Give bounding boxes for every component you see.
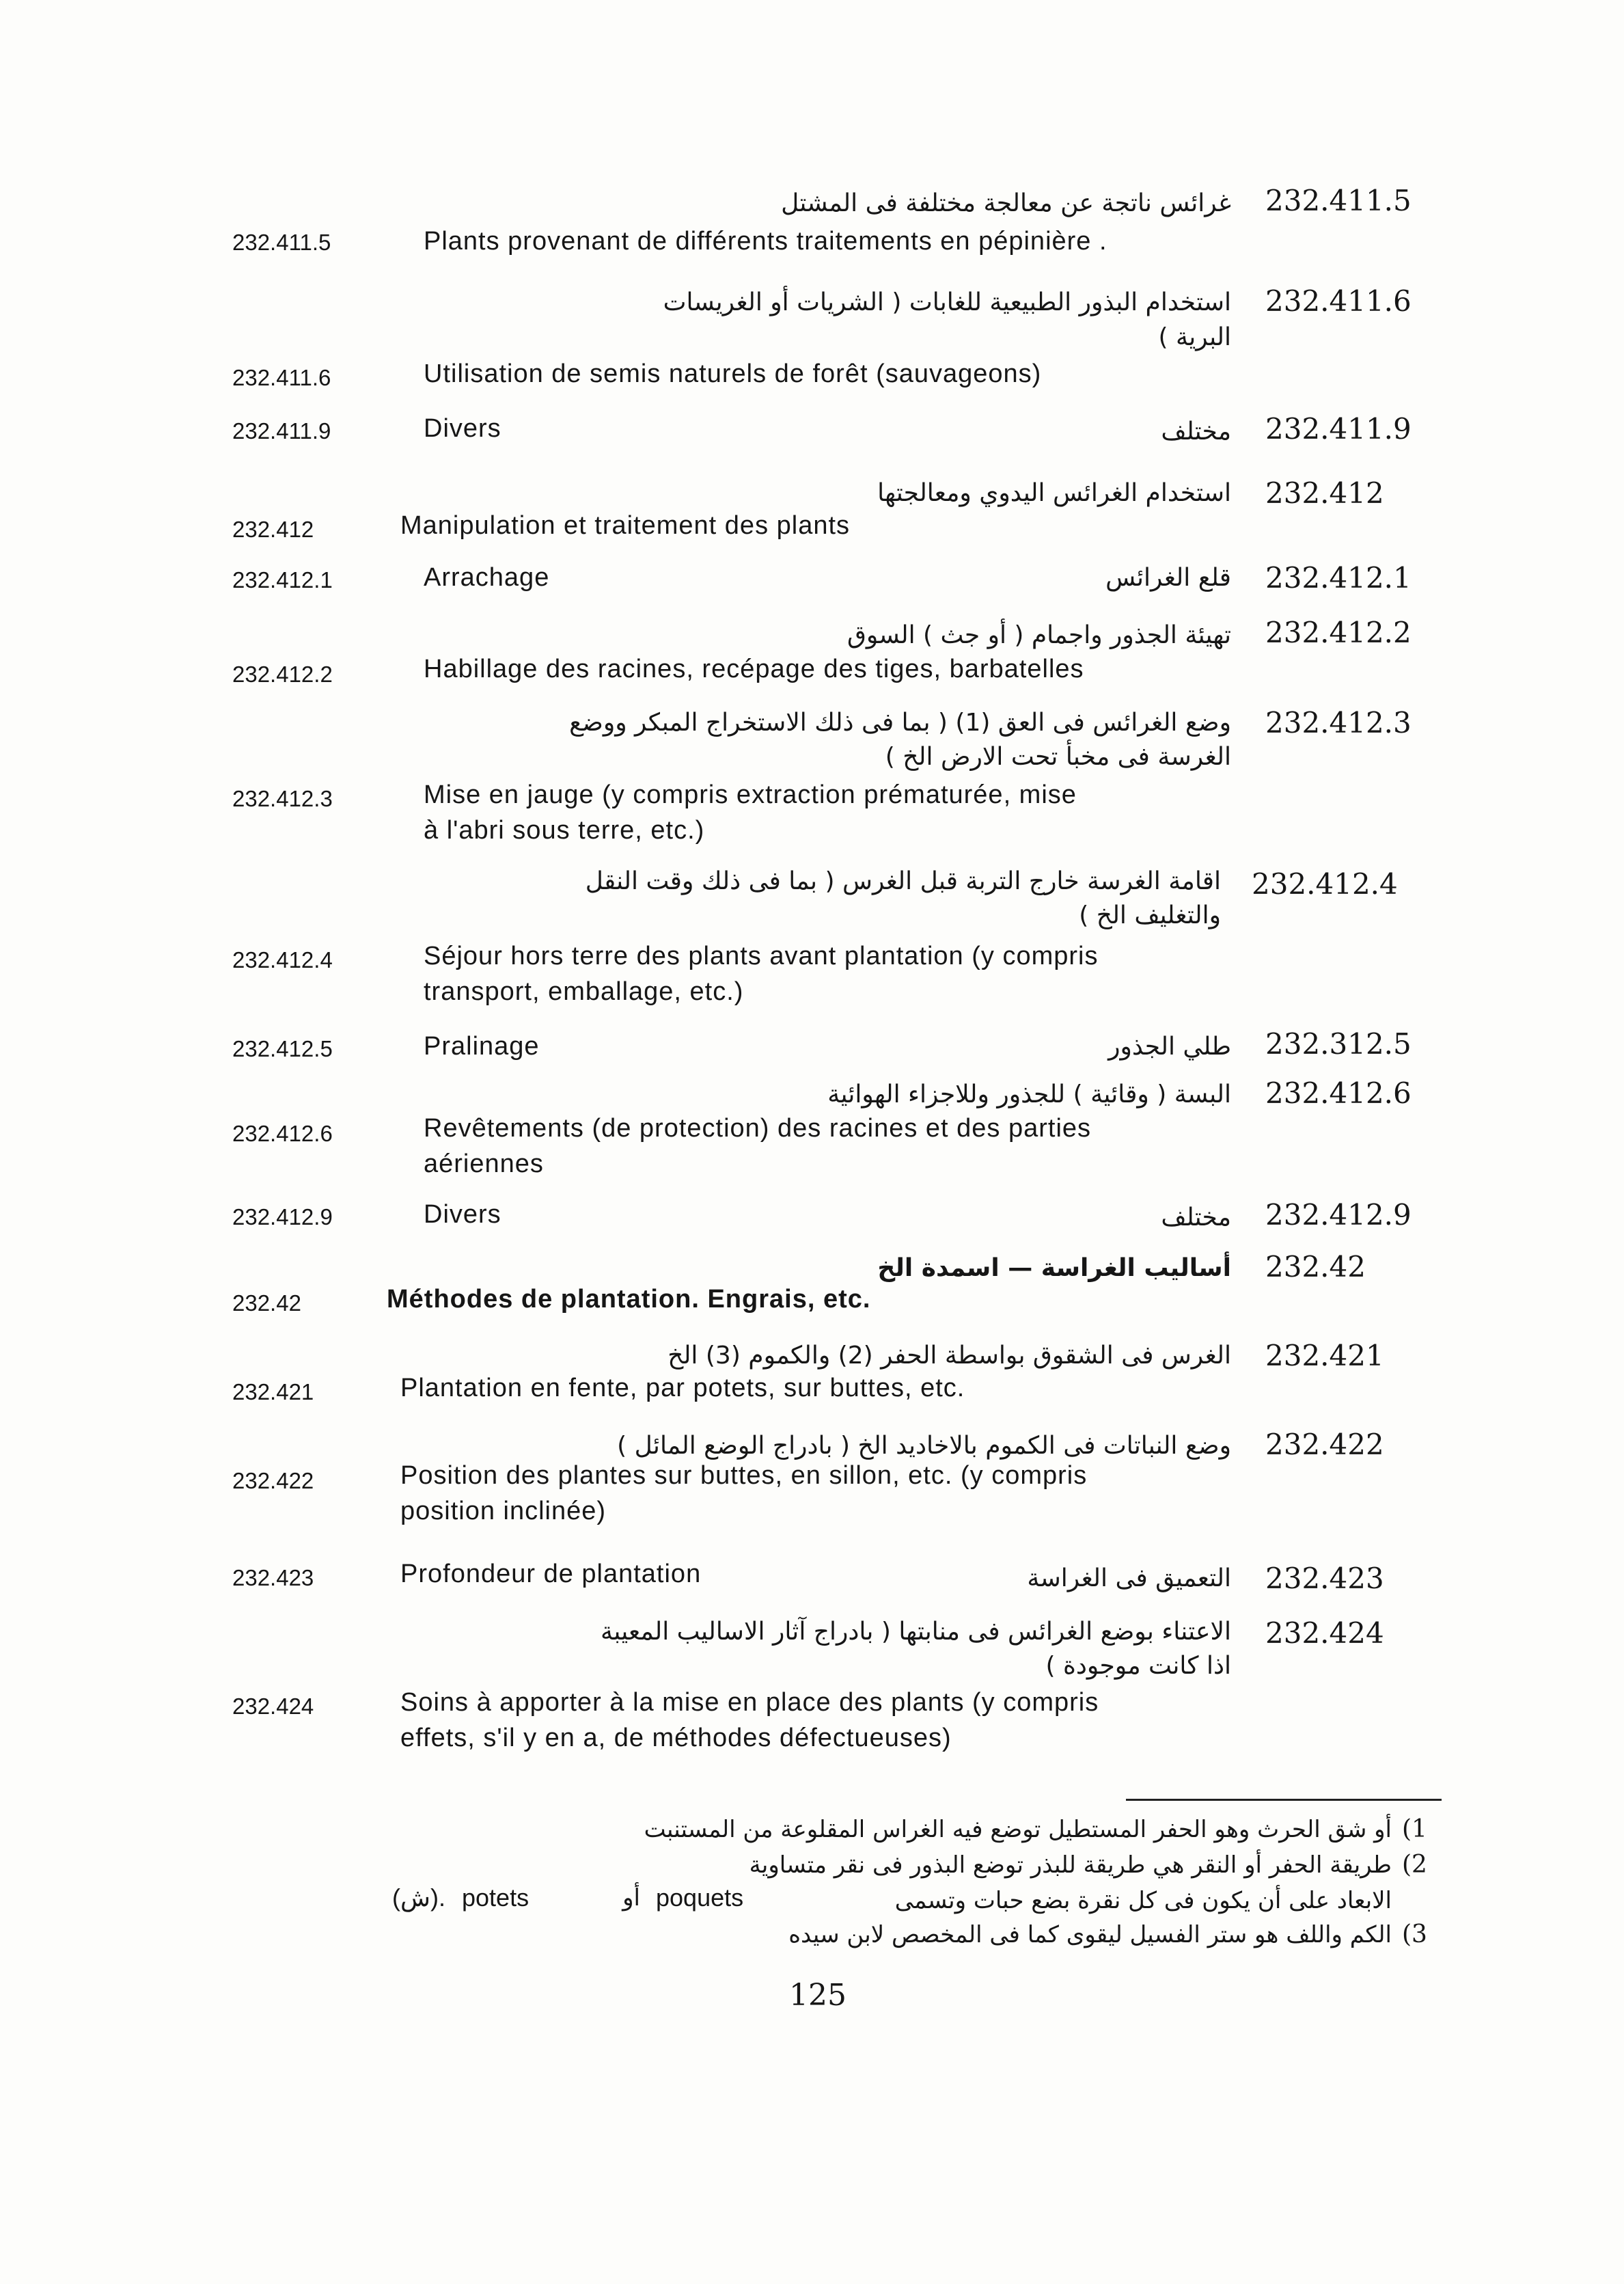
- footnote-number: (2: [1402, 1851, 1427, 1879]
- arabic-code: 232.412: [1265, 476, 1384, 510]
- arabic-term: تهيئة الجذور واجمام ( أو جث ) السوق: [847, 621, 1231, 649]
- french-term: Utilisation de semis naturels de forêt (sauvageons): [424, 359, 1042, 388]
- footnote-text-continued: الابعاد على أن يكون فى كل نقرة بضع حبات وتسمى: [894, 1887, 1392, 1914]
- french-term: Habillage des racines, recépage des tiges, barbatelles: [424, 655, 1084, 683]
- arabic-term-continued: البرية ): [1158, 323, 1231, 351]
- french-term-continued: transport, emballage, etc.): [424, 977, 744, 1006]
- page-number: 125: [789, 1978, 847, 2013]
- arabic-code: 232.412.1: [1265, 561, 1412, 595]
- french-code: 232.412.9: [232, 1204, 333, 1229]
- arabic-code: 232.412.4: [1252, 867, 1398, 901]
- arabic-term: البسة ( وقائية ) للجذور وللاجزاء الهوائية: [827, 1080, 1231, 1109]
- french-code: 232.411.6: [232, 365, 331, 390]
- arabic-code: 232.421: [1265, 1339, 1384, 1372]
- french-code: 232.412.3: [232, 786, 333, 811]
- arabic-term: غرائس ناتجة عن معالجة مختلفة فى المشتل: [781, 189, 1231, 217]
- footnote-text: طريقة الحفر أو النقر هي طريقة للبذر توضع البذور فى نقر متساوية: [749, 1851, 1392, 1879]
- french-term: Plantation en fente, par potets, sur buttes, etc.: [400, 1374, 965, 1402]
- french-term-continued: effets, s'il y en a, de méthodes défectueuses): [400, 1724, 952, 1752]
- arabic-code: 232.411.6: [1265, 284, 1412, 318]
- arabic-term: مختلف: [1161, 418, 1231, 446]
- french-code: 232.412.2: [232, 662, 333, 687]
- footnote-number: (3: [1402, 1920, 1427, 1948]
- french-term: Plants provenant de différents traitements en pépinière .: [424, 227, 1107, 256]
- footnote-number: (1: [1402, 1815, 1427, 1843]
- footnote-connector: أو: [622, 1884, 640, 1912]
- french-term: Position des plantes sur buttes, en sillon, etc. (y compris: [400, 1461, 1088, 1490]
- arabic-term: التعميق فى الغراسة: [1027, 1564, 1231, 1592]
- arabic-term: استخدام الغرائس اليدوي ومعالجتها: [877, 479, 1231, 507]
- french-code: 232.412.5: [232, 1036, 333, 1061]
- french-code: 232.412: [232, 517, 314, 542]
- french-code: 232.42: [232, 1290, 301, 1316]
- arabic-code: 232.422: [1265, 1428, 1384, 1461]
- arabic-code: 232.412.2: [1265, 616, 1412, 649]
- french-term: Manipulation et traitement des plants: [400, 511, 851, 540]
- french-term-continued: position inclinée): [400, 1497, 607, 1525]
- arabic-term: طلي الجذور: [1108, 1033, 1231, 1061]
- french-code: 232.412.1: [232, 567, 333, 593]
- french-term: Séjour hors terre des plants avant plantation (y compris: [424, 942, 1099, 970]
- arabic-code: 232.412.3: [1265, 706, 1412, 739]
- french-code: 232.423: [232, 1565, 314, 1590]
- arabic-term: استخدام البذور الطبيعية للغابات ( الشريات أو الغريسات: [663, 288, 1231, 316]
- arabic-term-continued: اذا كانت موجودة ): [1045, 1652, 1231, 1680]
- french-code: 232.422: [232, 1468, 314, 1493]
- arabic-code: 232.424: [1265, 1616, 1384, 1650]
- arabic-term-continued: الغرسة فى مخبأ تحت الارض الخ ): [885, 743, 1231, 771]
- arabic-term: وضع الغرائس فى العق (1) ( بما فى ذلك الاستخراج المبكر ووضع: [569, 709, 1231, 737]
- arabic-code: 232.42: [1265, 1250, 1366, 1283]
- french-term: Profondeur de plantation: [400, 1560, 702, 1588]
- french-code: 232.411.5: [232, 230, 331, 255]
- arabic-term: وضع النباتات فى الكموم بالاخاديد الخ ( بادراج الوضع المائل ): [617, 1432, 1231, 1460]
- french-code: 232.424: [232, 1694, 314, 1719]
- french-term: Pralinage: [424, 1032, 540, 1061]
- french-code: 232.412.6: [232, 1121, 333, 1146]
- arabic-code: 232.423: [1265, 1562, 1384, 1595]
- arabic-term-continued: والتغليف الخ ): [1079, 901, 1221, 929]
- arabic-code: 232.411.9: [1265, 412, 1412, 446]
- arabic-term: قلع الغرائس: [1105, 564, 1231, 592]
- arabic-term: اقامة الغرسة خارج التربة قبل الغرس ( بما فى ذلك وقت النقل: [585, 867, 1221, 895]
- footnote-latin-term: potets: [462, 1884, 529, 1912]
- arabic-term: مختلف: [1161, 1204, 1231, 1232]
- arabic-term: الغرس فى الشقوق بواسطة الحفر (2) والكموم (3) الخ: [668, 1342, 1231, 1370]
- arabic-code: 232.312.5: [1265, 1027, 1412, 1061]
- arabic-section-heading: أساليب الغراسة — اسمدة الخ: [877, 1254, 1231, 1282]
- french-term: Mise en jauge (y compris extraction prématurée, mise: [424, 780, 1077, 809]
- french-term: Divers: [424, 414, 501, 443]
- arabic-code: 232.412.6: [1265, 1076, 1412, 1110]
- french-term-continued: à l'abri sous terre, etc.): [424, 816, 705, 845]
- arabic-code: 232.412.9: [1265, 1198, 1412, 1232]
- footnote-tail: (ش).: [392, 1884, 445, 1912]
- footnote-latin-term: poquets: [656, 1884, 744, 1912]
- french-term: Soins à apporter à la mise en place des plants (y compris: [400, 1688, 1099, 1717]
- french-term: Divers: [424, 1200, 501, 1229]
- french-term-continued: aériennes: [424, 1150, 544, 1178]
- arabic-term: الاعتناء بوضع الغرائس فى منابتها ( بادراج آثار الاساليب المعيبة: [601, 1618, 1231, 1646]
- french-code: 232.421: [232, 1379, 314, 1404]
- french-code: 232.412.4: [232, 947, 333, 973]
- footnote-text: الكم واللف هو ستر الفسيل ليقوى كما فى المخصص لابن سيده: [788, 1921, 1392, 1948]
- footnote-text: أو شق الحرث وهو الحفر المستطيل توضع فيه الغراس المقلوعة من المستنبت: [644, 1816, 1392, 1843]
- french-term: Revêtements (de protection) des racines et des parties: [424, 1114, 1092, 1143]
- footnote-separator: [1126, 1799, 1442, 1801]
- french-section-heading: Méthodes de plantation. Engrais, etc.: [387, 1285, 871, 1314]
- french-code: 232.411.9: [232, 418, 331, 444]
- arabic-code: 232.411.5: [1265, 184, 1412, 217]
- french-term: Arrachage: [424, 563, 550, 592]
